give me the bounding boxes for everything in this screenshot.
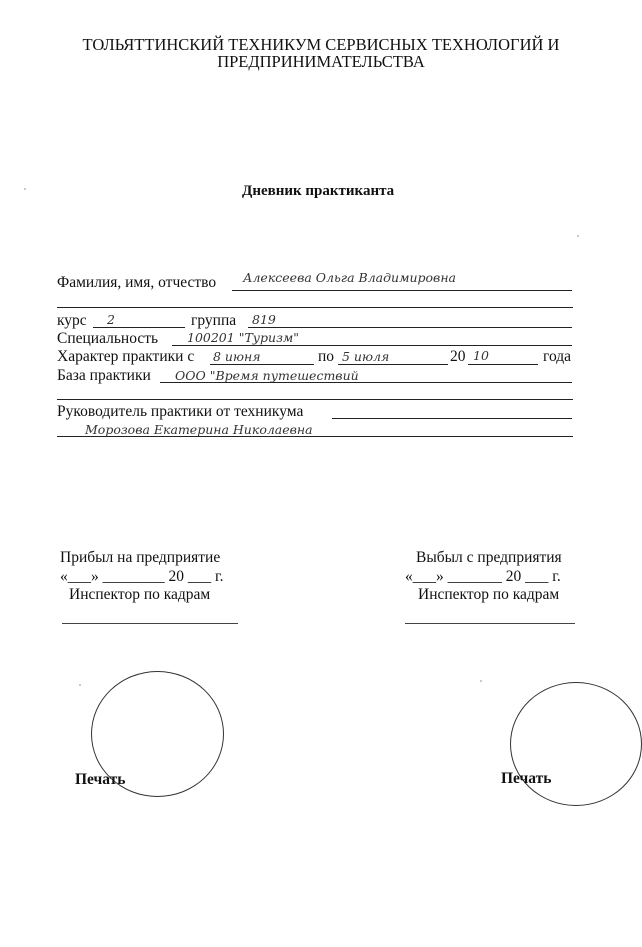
base-extra-line: [57, 399, 573, 400]
stamp-label-left: Печать: [75, 771, 126, 788]
arrival-date-line: «___» ________ 20 ___ г.: [60, 568, 224, 585]
fio-label: Фамилия, имя, отчество: [57, 274, 217, 291]
base-value: ООО "Время путешествий: [175, 368, 359, 383]
practice-from-underline: [210, 364, 314, 365]
base-label: База практики: [57, 367, 151, 384]
supervisor-underline: [332, 418, 572, 419]
course-underline: [93, 327, 185, 328]
arrival-signature-line: [62, 623, 238, 624]
scan-speck: [79, 684, 81, 686]
specialty-underline: [172, 345, 572, 346]
scan-speck: [480, 680, 482, 682]
institution-name-line2: ПРЕДПРИНИМАТЕЛЬСТВА: [217, 52, 425, 71]
departure-signature-line: [405, 623, 575, 624]
stamp-label-right: Печать: [501, 770, 552, 787]
base-underline: [160, 382, 572, 383]
fio-underline: [232, 290, 572, 291]
supervisor-extra-line: [57, 436, 573, 437]
departure-inspector: Инспектор по кадрам: [418, 586, 560, 603]
group-value: 819: [252, 312, 276, 327]
specialty-value: 100201 "Туризм": [187, 330, 300, 345]
year-suffix: года: [543, 348, 572, 365]
group-label: группа: [191, 312, 237, 329]
year-value: 10: [473, 348, 489, 363]
arrival-title: Прибыл на предприятие: [60, 549, 221, 566]
document-title: Дневник практиканта: [242, 183, 395, 199]
practice-to-label: по: [318, 348, 335, 365]
practice-to-underline: [338, 364, 448, 365]
fio-value: Алексеева Ольга Владимировна: [243, 270, 457, 285]
scan-speck: [577, 235, 579, 237]
supervisor-value: Морозова Екатерина Николаевна: [85, 422, 313, 437]
departure-title: Выбыл с предприятия: [416, 549, 562, 566]
supervisor-label: Руководитель практики от техникума: [57, 403, 304, 420]
course-label: курс: [57, 312, 87, 329]
arrival-inspector: Инспектор по кадрам: [69, 586, 211, 603]
scan-speck: [24, 188, 26, 190]
course-value: 2: [107, 312, 115, 327]
practice-to-value: 5 июля: [342, 349, 390, 364]
group-underline: [248, 327, 572, 328]
specialty-label: Специальность: [57, 330, 159, 347]
fio-extra-line: [57, 307, 573, 308]
year-prefix: 20: [450, 348, 466, 365]
institution-name-line1: ТОЛЬЯТТИНСКИЙ ТЕХНИКУМ СЕРВИСНЫХ ТЕХНОЛОГИЙ И: [82, 35, 560, 54]
practice-type-label: Характер практики с: [57, 348, 195, 365]
year-underline: [468, 364, 538, 365]
practice-from-value: 8 июня: [213, 349, 261, 364]
departure-date-line: «___» _______ 20 ___ г.: [405, 568, 561, 585]
